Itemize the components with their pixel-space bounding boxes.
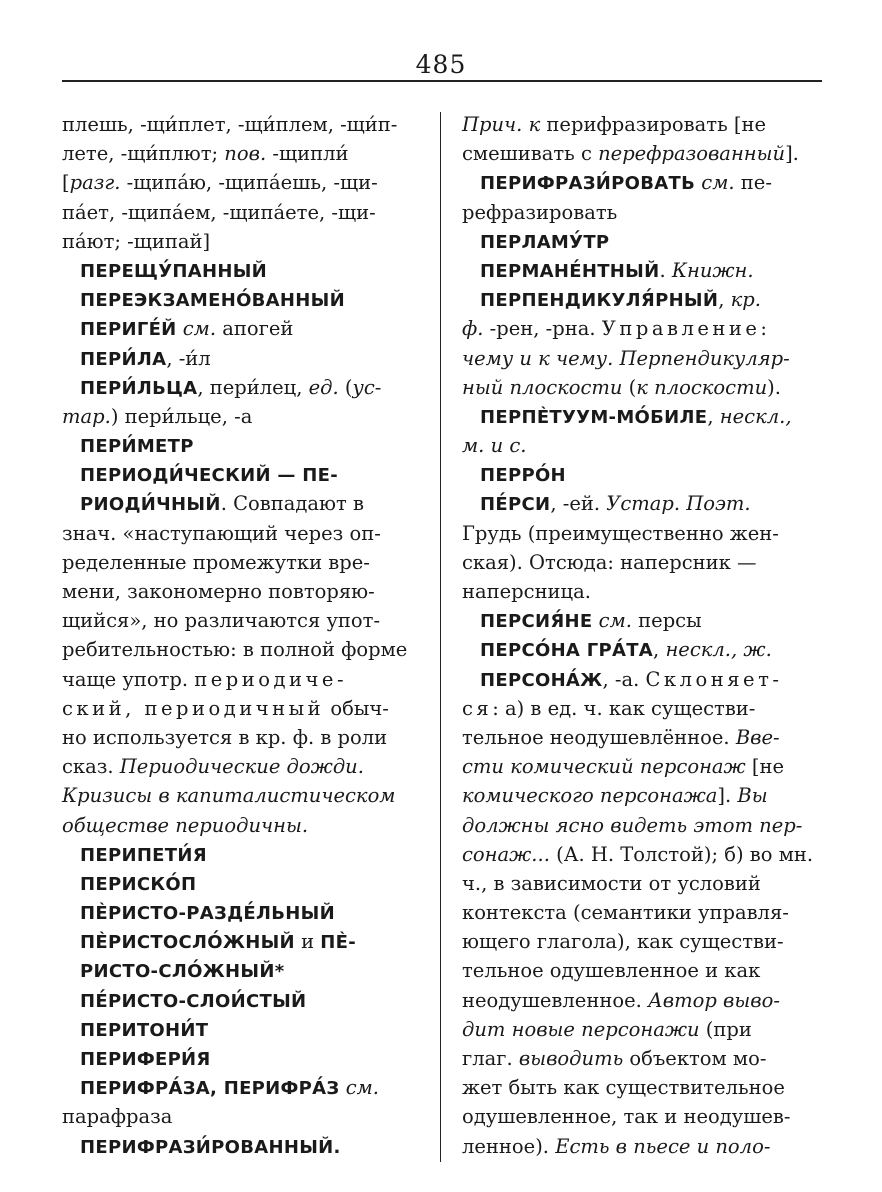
left-column (62, 110, 424, 1161)
headword: ПЕРИФРАЗИ́РОВАТЬ (480, 173, 696, 195)
headword: ПЕ́РИСТО-СЛОИ́СТЫЙ (80, 990, 307, 1012)
text-segment: ]. (717, 784, 738, 808)
text-segment: ленное). (462, 1134, 556, 1158)
text-line (462, 781, 822, 810)
text-line (462, 344, 822, 373)
text-line (62, 986, 424, 1015)
text-segment: мени, закономерно повторяю- (62, 580, 375, 603)
text-segment: Есть в пьесе и поло- (555, 1134, 771, 1158)
headword: ПЕРИГЕ́Й (80, 319, 177, 341)
text-line (62, 1132, 424, 1161)
text-segment: -щипа́ю, -щипа́ешь, -щи- (120, 171, 378, 195)
text-line (62, 665, 424, 694)
text-line (462, 694, 822, 723)
text-line (62, 752, 424, 781)
text-line (462, 314, 822, 343)
text-line (462, 373, 822, 402)
text-line (462, 665, 822, 694)
text-segment: Прич. к (462, 113, 541, 136)
text-segment: ед. (308, 375, 339, 399)
text-segment: сказ. (62, 755, 120, 779)
text-line (462, 285, 822, 314)
text-segment: , -а. (602, 667, 646, 691)
text-segment: одушевленное, так и неодушев- (462, 1105, 791, 1129)
text-segment: персы (631, 609, 702, 633)
text-segment: рефразировать (462, 200, 618, 224)
headword: ПЕРМАНЕ́НТНЫЙ (480, 260, 660, 282)
headword: ПЕРРО́Н (480, 465, 566, 487)
text-line (62, 1015, 424, 1044)
text-segment: Устар. Поэт. (606, 492, 751, 516)
text-segment: (А. Н. Толстой); б) во мн. (549, 842, 814, 866)
text-line (62, 373, 424, 402)
text-line (62, 723, 424, 752)
headword: ПЕРИ́ЛА (80, 348, 167, 370)
text-line (462, 577, 822, 606)
text-segment: должны ясно видеть этот пер- (462, 813, 803, 837)
text-segment: ч., в зависимости от условий (462, 871, 761, 895)
text-line (462, 1015, 822, 1044)
page-number: 485 (415, 50, 467, 79)
headword: ПЕРИ́МЕТР (80, 436, 194, 458)
text-segment: тельное одушевленное и как (462, 959, 761, 983)
headword: ПЕРЛАМУ́ТР (480, 231, 610, 253)
column-divider (440, 112, 441, 1162)
text-segment: тар. (62, 404, 111, 428)
text-line (62, 519, 424, 548)
text-segment: па́ют; -щипай] (62, 229, 211, 253)
text-segment: перефразованный (598, 142, 786, 166)
text-line (462, 1132, 822, 1161)
text-segment: периодиче- (194, 667, 348, 691)
text-segment: обыч- (324, 696, 389, 720)
text-line (62, 927, 424, 956)
text-line (62, 956, 424, 985)
text-segment: Вве- (735, 725, 780, 749)
text-line (62, 402, 424, 431)
text-line (62, 1102, 424, 1131)
headword: ПЕРСИЯ́НЕ (480, 611, 593, 633)
text-line (462, 168, 822, 197)
text-line (62, 811, 424, 840)
text-segment: тельное неодушевлённое. (462, 725, 736, 749)
text-segment: чему и к чему. Перпендикуляр- (462, 346, 790, 370)
text-line (462, 723, 822, 752)
text-segment: Периодические дожди. (119, 755, 364, 779)
text-segment: ( (338, 375, 353, 399)
text-segment: знач. «наступающий через оп- (62, 521, 381, 545)
text-line (462, 898, 822, 927)
text-line (62, 1044, 424, 1073)
text-segment: лете, -щи́плют; (62, 142, 225, 166)
headword: РИОДИ́ЧНЫЙ (80, 494, 221, 516)
text-segment: ся (462, 696, 493, 720)
text-line (462, 198, 822, 227)
text-segment: сонаж... (462, 842, 550, 866)
text-segment: разг. (69, 171, 121, 195)
text-line (62, 694, 424, 723)
text-segment: , -ей. (550, 492, 607, 516)
text-segment: . (659, 258, 672, 282)
text-segment: см. (598, 609, 632, 633)
text-segment: чаще употр. (62, 667, 195, 691)
text-line (62, 635, 424, 664)
text-segment: нескл., (719, 404, 792, 428)
headword: ПЀ- (320, 932, 357, 954)
headword: ПЕРЕЭКЗАМЕНО́ВАННЫЙ (80, 290, 345, 312)
text-segment: , (653, 638, 666, 662)
text-segment: комического персонажа (462, 784, 718, 808)
text-line (462, 1073, 822, 1102)
text-line (462, 139, 822, 168)
text-line (62, 139, 424, 168)
text-line (462, 986, 822, 1015)
text-segment: ]. (785, 142, 799, 166)
text-segment: [ (62, 171, 70, 195)
headword: ПЕРИ́ЛЬЦА (80, 377, 198, 399)
headword: ПЀРИСТО-РАЗДЕ́ЛЬНЫЙ (80, 903, 335, 925)
text-segment: ский, периодичный (62, 696, 325, 720)
headword: ПЕРСОНА́Ж (480, 669, 603, 691)
text-line (62, 198, 424, 227)
text-segment: : (760, 317, 767, 341)
text-segment: нескл., ж. (665, 638, 772, 662)
text-line (62, 256, 424, 285)
headword: ПЕРИОДИ́ЧЕСКИЙ — ПЕ- (80, 465, 338, 487)
text-line (62, 548, 424, 577)
text-line (62, 168, 424, 197)
text-segment: ) пери́льце, -а (110, 404, 253, 428)
text-segment: пе- (734, 171, 772, 195)
text-segment: , (718, 288, 731, 312)
text-line (62, 781, 424, 810)
text-line (62, 431, 424, 460)
text-line (462, 635, 822, 664)
text-segment: [не (745, 755, 785, 779)
text-line (462, 402, 822, 431)
text-line (462, 956, 822, 985)
text-line (62, 1073, 424, 1102)
headword: ПЕРЕЩУ́ПАННЫЙ (80, 260, 268, 282)
headword: ПЕРИФЕРИ́Я (80, 1049, 211, 1070)
text-segment: пов. (224, 142, 267, 166)
headword: ПЕРПЀТУУМ-МО́БИЛЕ (480, 406, 708, 428)
text-line (62, 344, 424, 373)
text-segment: м. и с. (462, 434, 527, 458)
text-line (462, 256, 822, 285)
headword: РИСТО-СЛО́ЖНЫЙ* (80, 961, 285, 983)
text-segment: Книжн. (671, 258, 754, 282)
headword: ПЀРИСТОСЛО́ЖНЫЙ (80, 932, 295, 954)
text-segment: щийся», но различаются упот- (62, 609, 381, 633)
text-segment: -рен, -рна. (483, 317, 602, 341)
text-segment: : а) в ед. ч. как существи- (492, 696, 756, 720)
text-segment: объектом мо- (623, 1047, 767, 1070)
text-segment: Склоняет- (645, 667, 783, 691)
text-line (462, 431, 822, 460)
text-segment: ская). Отсюда: наперсник — (462, 550, 757, 574)
text-line (62, 840, 424, 869)
text-line (462, 548, 822, 577)
text-line (62, 460, 424, 489)
headword: ПЕРСО́НА ГРА́ТА (480, 640, 654, 662)
text-segment: парафраза (62, 1105, 173, 1129)
text-segment: наперсница. (462, 580, 591, 603)
text-line (62, 314, 424, 343)
text-line (62, 489, 424, 518)
text-line (462, 489, 822, 518)
headword: ПЕ́РСИ (480, 494, 551, 516)
headword: ПЕРИФРА́ЗА, ПЕРИФРА́З (80, 1078, 340, 1100)
text-segment: ( (622, 375, 637, 399)
headword: ПЕРИТОНИ́Т (80, 1019, 209, 1041)
text-line (62, 227, 424, 256)
text-segment: ус- (352, 375, 382, 399)
text-line (62, 110, 424, 139)
text-segment: контекста (семантики управля- (462, 901, 789, 925)
text-line (462, 752, 822, 781)
text-segment: сти комический персонаж (462, 755, 746, 779)
text-segment: апогей (216, 317, 294, 341)
text-segment: глаг. (462, 1047, 519, 1070)
text-segment: ). (767, 375, 781, 399)
text-segment: , -и́л (166, 346, 211, 370)
text-segment: к плоскости (636, 375, 768, 399)
text-segment: ющего глагола), как существи- (462, 930, 784, 954)
text-segment: кр. (730, 288, 761, 312)
text-segment: Кризисы в капиталистическом (62, 784, 396, 808)
text-line (62, 577, 424, 606)
text-segment: Автор выво- (648, 988, 780, 1012)
text-segment: выводить (518, 1047, 624, 1070)
text-segment: Грудь (преимущественно жен- (462, 521, 779, 545)
text-segment: ределенные промежутки вре- (62, 550, 370, 574)
text-line (462, 1102, 822, 1131)
headword: ПЕРИПЕТИ́Я (80, 844, 207, 866)
text-segment: , пери́лец, (197, 375, 309, 399)
text-segment: Управление (601, 317, 761, 341)
text-line (462, 606, 822, 635)
text-line (462, 227, 822, 256)
text-segment: . Совпадают в (220, 492, 364, 516)
text-segment: см. (701, 171, 735, 195)
text-segment: ный плоскости (462, 375, 623, 399)
headword: ПЕРИФРАЗИ́РОВАННЫЙ. (80, 1136, 341, 1158)
text-line (462, 460, 822, 489)
text-line (462, 811, 822, 840)
text-segment: жет быть как существительное (462, 1076, 785, 1100)
headword: ПЕРИСКО́П (80, 873, 197, 895)
header-rule (62, 80, 822, 82)
text-segment: см. (345, 1076, 379, 1100)
text-line (462, 869, 822, 898)
headword: ПЕРПЕНДИКУЛЯ́РНЫЙ (480, 290, 719, 312)
text-segment: па́ет, -щипа́ем, -щипа́ете, -щи- (62, 200, 376, 224)
text-line (62, 285, 424, 314)
text-segment: Вы (737, 784, 768, 808)
text-segment: плешь, -щи́плет, -щи́плем, -щи́п- (62, 113, 398, 136)
text-segment: обществе периодичны. (62, 813, 309, 837)
text-line (462, 1044, 822, 1073)
text-segment: ф. (462, 317, 484, 341)
text-segment: дит новые персонажи (462, 1017, 700, 1041)
text-line (462, 519, 822, 548)
text-line (62, 869, 424, 898)
text-segment: , (707, 404, 720, 428)
text-line (462, 840, 822, 869)
text-segment: но используется в кр. ф. в роли (62, 725, 388, 749)
text-segment: (при (699, 1017, 752, 1041)
right-column (462, 110, 822, 1161)
text-segment: ребительностью: в полной форме (62, 638, 408, 662)
text-segment: неодушевленное. (462, 988, 649, 1012)
text-segment: см. (182, 317, 217, 341)
text-segment: и (294, 930, 321, 954)
text-segment: смешивать с (462, 142, 599, 166)
text-segment: перифразировать [не (540, 113, 767, 136)
text-line (462, 110, 822, 139)
text-line (62, 898, 424, 927)
text-segment: -щипли́ (266, 142, 349, 166)
text-line (62, 606, 424, 635)
text-line (462, 927, 822, 956)
